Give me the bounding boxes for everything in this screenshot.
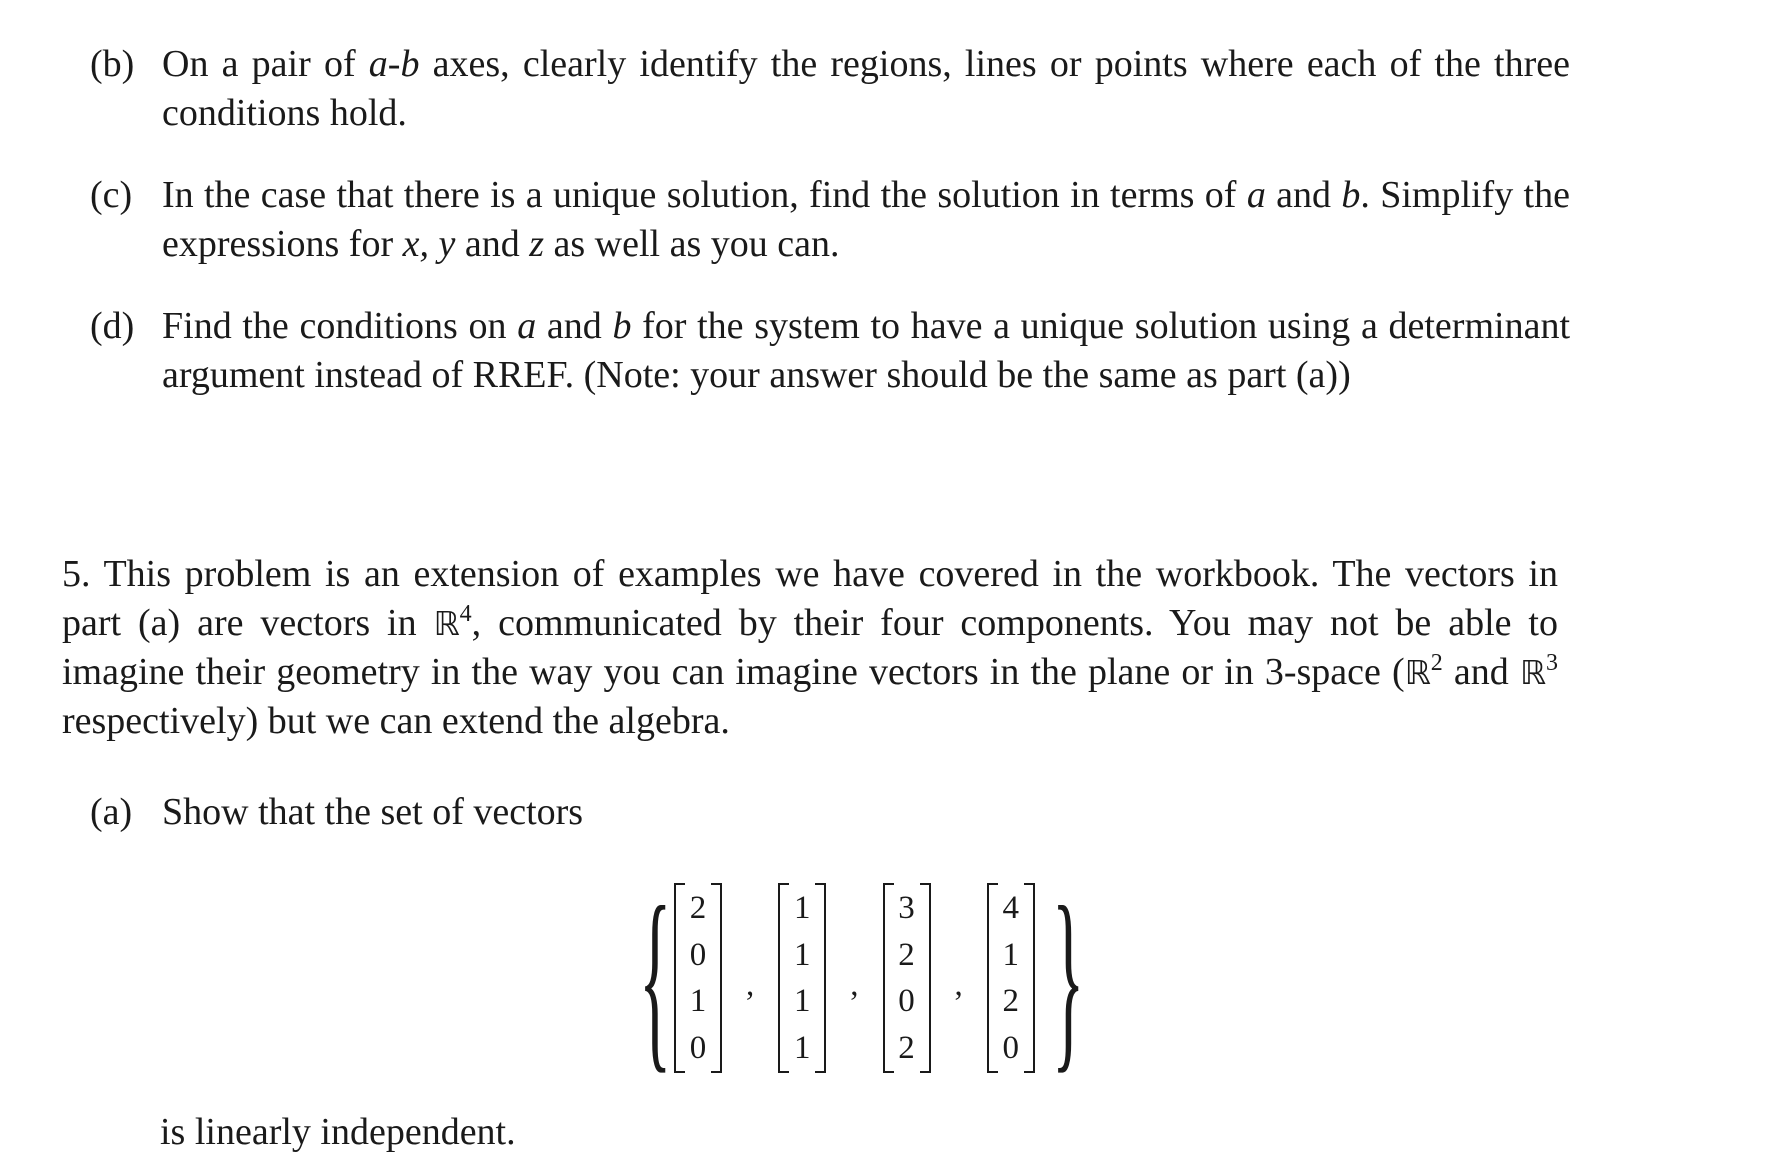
part-c: [90, 171, 1570, 269]
part-b: [90, 40, 1570, 138]
part-b-text: On a pair of a-b axes, clearly identify the regions, lines or points where each of the three conditions hold.: [162, 43, 1570, 134]
open-brace: {: [639, 865, 672, 1091]
part-b-label: (b): [90, 43, 135, 85]
part-c-text: In the case that there is a unique solution, find the solution in terms of a and b. Simplify the expressions for x, y and z as well as you can.: [162, 174, 1570, 265]
vector-3: 3 2 0 2: [883, 883, 931, 1073]
part-d-label: (d): [90, 305, 135, 347]
comma: ,: [746, 966, 755, 1003]
vector-1: 2 0 1 0: [674, 883, 722, 1073]
close-brace: }: [1051, 865, 1085, 1091]
part-5a-label: (a): [90, 791, 133, 833]
comma: ,: [954, 966, 963, 1003]
vector-2: 1 1 1 1: [778, 883, 826, 1073]
comma: ,: [850, 966, 859, 1003]
closing-text: is linearly independent.: [160, 1111, 516, 1153]
part-5a-text: Show that the set of vectors: [162, 791, 584, 833]
vector-4: 4 1 2 0: [987, 883, 1035, 1073]
part-d-text: Find the conditions on a and b for the system to have a unique solution using a determinant argument instead of RREF. (Note: your answer should be the same as part (a)): [162, 305, 1570, 396]
part-d: [90, 302, 1570, 400]
part-5a: [90, 788, 1570, 837]
problem-5-text: 5. This problem is an extension of examples we have covered in the workbook. The vectors in part (a) are vectors in ℝ$^4$, communicated by their four components. You may not be able to imagine their geometry in the way you can imagine vectors in the plane or in 3-space (ℝ$^2$ and ℝ$^3$ respectively) but we can extend the algebra.: [62, 553, 1558, 742]
part-c-label: (c): [90, 174, 133, 216]
vector-set: [628, 865, 1085, 1091]
